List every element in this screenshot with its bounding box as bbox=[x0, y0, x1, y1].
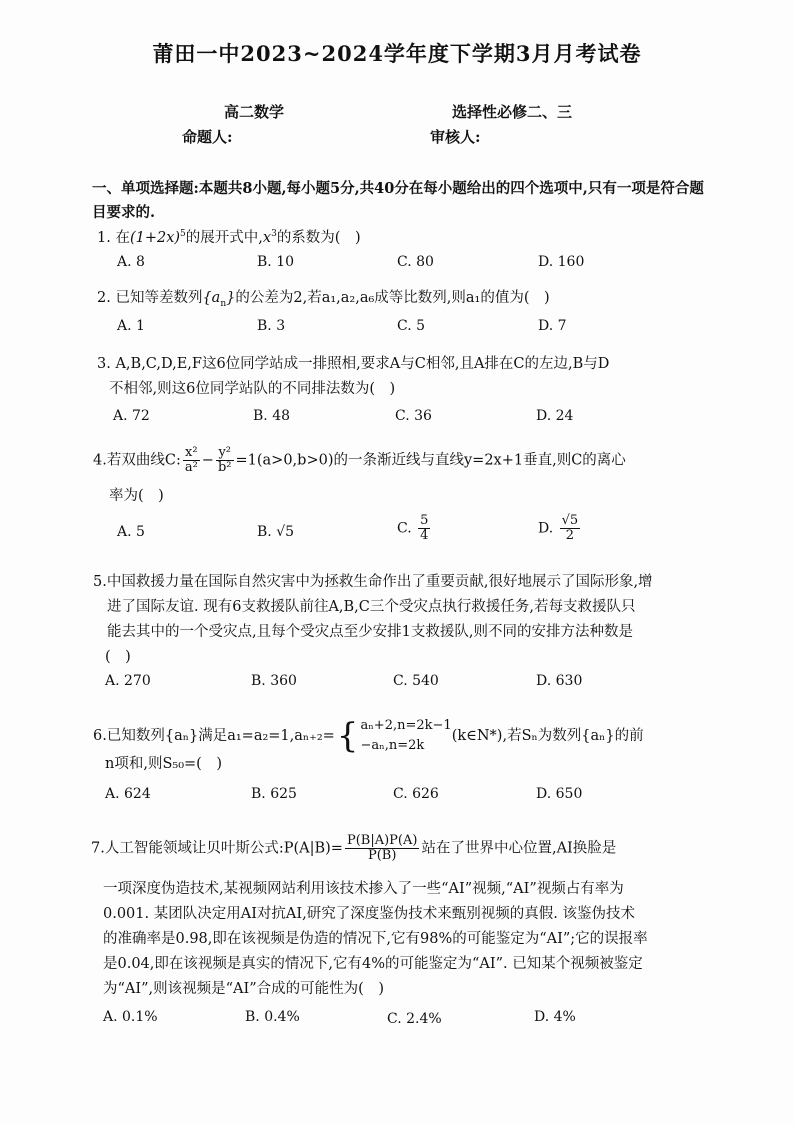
case-even: −aₙ,n=2k bbox=[360, 738, 425, 753]
question-number: 7. bbox=[91, 840, 105, 857]
option-b: B. 0.4% bbox=[245, 1009, 300, 1025]
question-7-line3: 0.001. 某团队决定用AI对抗AI,研究了深度鉴伪技术来甄别视频的真假. 该鉴伪技术 bbox=[103, 906, 635, 922]
option-b: B. 360 bbox=[251, 673, 297, 689]
option-c: C. 5 bbox=[397, 318, 426, 334]
question-6 bbox=[93, 716, 644, 756]
question-number: 5. bbox=[93, 574, 107, 590]
question-7-line5: 是0.04,即在该视频是真实的情况下,它有4%的可能鉴定为“AI”. 已知某个视频被鉴定 bbox=[103, 956, 643, 972]
question-7-line2: 一项深度伪造技术,某视频网站利用该技术掺入了一些“AI”视频,“AI”视频占有率为 bbox=[103, 881, 624, 897]
option-d: D. 630 bbox=[536, 673, 583, 689]
author-label: 命题人: bbox=[182, 128, 233, 146]
fraction-y2-b2: $\frac{\text{y²}}{\text{b²}}$ bbox=[217, 445, 232, 475]
question-6-line2: n项和,则S₅₀=( ) bbox=[105, 756, 222, 772]
question-text: 的公差为2,若a₁,a₂,a₆成等比数列,则a₁的值为( ) bbox=[235, 290, 550, 306]
option-c: C. 36 bbox=[395, 408, 432, 424]
option-d: D. 650 bbox=[536, 786, 583, 802]
math-expr: (1+2x) bbox=[129, 229, 181, 246]
question-2 bbox=[97, 286, 550, 316]
option-b: B. 10 bbox=[257, 254, 295, 270]
math-seq-end: } bbox=[226, 290, 236, 306]
piecewise-cases bbox=[360, 716, 451, 756]
question-number: 3. bbox=[97, 356, 111, 372]
option-c: C. 540 bbox=[393, 673, 439, 689]
question-4 bbox=[93, 446, 626, 475]
question-text: 已知等差数列 bbox=[115, 290, 203, 306]
question-5-line3: 能去其中的一个受灾点,且每个受灾点至少安排1支救援队,则不同的安排方法种数是 bbox=[107, 624, 633, 640]
question-text: A,B,C,D,E,F这6位同学站成一排照相,要求A与C相邻,且A排在C的左边,B与D bbox=[115, 356, 610, 372]
option-d: D. 4% bbox=[534, 1009, 576, 1025]
question-7-line4: 的准确率是0.98,即在该视频是伪造的情况下,它有98%的可能鉴定为“AI”;它的误报率 bbox=[103, 931, 648, 947]
math-subscript: n bbox=[220, 298, 227, 309]
question-text: 中国救援力量在国际自然灾害中为拯救生命作出了重要贡献,很好地展示了国际形象,增 bbox=[106, 574, 653, 590]
option-b: B. 3 bbox=[257, 318, 286, 334]
question-text: (k∈N*),若Sₙ为数列{aₙ}的前 bbox=[451, 728, 644, 744]
option-b: B. 48 bbox=[253, 408, 291, 424]
option-d: D. $\frac{√5}{2}$ bbox=[538, 513, 579, 543]
option-c: C. 2.4% bbox=[387, 1011, 442, 1027]
option-a: A. 8 bbox=[117, 254, 145, 270]
fraction-5-4: $\frac{5}{4}$ bbox=[420, 513, 429, 543]
option-c: C. $\frac{5}{4}$ bbox=[397, 513, 429, 543]
question-text: 若双曲线C: bbox=[106, 452, 181, 469]
question-number: 2. bbox=[97, 290, 111, 306]
math-var: x bbox=[262, 229, 272, 246]
question-5-line4: ( ) bbox=[105, 649, 131, 665]
option-a: A. 5 bbox=[117, 524, 145, 540]
option-b: B. 625 bbox=[251, 786, 297, 802]
case-odd: aₙ+2,n=2k−1 bbox=[360, 718, 452, 733]
question-number: 6. bbox=[93, 728, 107, 744]
option-b: B. √5 bbox=[257, 524, 295, 540]
option-c: C. 80 bbox=[397, 254, 434, 270]
question-3-line2: 不相邻,则这6位同学站队的不同排法数为( ) bbox=[109, 381, 396, 397]
question-text: =1(a>0,b>0)的一条渐近线与直线y=2x+1垂直,则C的离心 bbox=[235, 452, 626, 469]
option-a: A. 270 bbox=[105, 673, 151, 689]
option-c: C. 626 bbox=[393, 786, 439, 802]
question-1 bbox=[97, 222, 361, 250]
option-d: D. 24 bbox=[536, 408, 574, 424]
reviewer-label: 审核人: bbox=[430, 128, 481, 146]
fraction-x2-a2: $\frac{\text{x²}}{\text{a²}}$ bbox=[184, 445, 198, 475]
minus-sign: − bbox=[201, 452, 214, 469]
question-text: 的展开式中, bbox=[185, 229, 263, 246]
option-d: D. 160 bbox=[538, 254, 585, 270]
option-d: D. 7 bbox=[538, 318, 567, 334]
question-text: 已知数列{aₙ}满足a₁=a₂=1,aₙ₊₂= bbox=[106, 728, 335, 744]
math-seq: {a bbox=[202, 290, 221, 306]
subject-label: 高二数学 bbox=[224, 103, 285, 121]
textbook-label: 选择性必修二、三 bbox=[452, 103, 573, 121]
question-text: 人工智能领域让贝叶斯公式:P(A|B)= bbox=[104, 840, 343, 857]
math-exponent: 5 bbox=[180, 229, 186, 239]
question-5 bbox=[93, 570, 653, 594]
question-7-line6: 为“AI”,则该视频是“AI”合成的可能性为( ) bbox=[103, 981, 384, 997]
option-a: A. 0.1% bbox=[103, 1009, 158, 1025]
brace-glyph: { bbox=[336, 716, 359, 756]
question-7 bbox=[91, 834, 616, 863]
sqrt-value: √5 bbox=[276, 524, 295, 540]
question-text: 的系数为( ) bbox=[276, 229, 361, 246]
question-3 bbox=[97, 352, 609, 376]
question-number: 4. bbox=[93, 452, 107, 469]
option-a: A. 624 bbox=[105, 786, 151, 802]
bayes-fraction: $\frac{P(B|A)P(A)}{P(B)}$ bbox=[346, 833, 418, 863]
question-4-line2: 率为( ) bbox=[109, 488, 164, 504]
option-a: A. 72 bbox=[113, 408, 150, 424]
section-heading: 一、单项选择题:本题共8小题,每小题5分,共40分在每小题给出的四个选项中,只有一项是符合题目要求的. bbox=[92, 180, 704, 221]
question-text: 站在了世界中心位置,AI换脸是 bbox=[421, 840, 617, 857]
math-exponent: 3 bbox=[271, 229, 277, 239]
question-number: 1. bbox=[97, 229, 111, 246]
option-a: A. 1 bbox=[117, 318, 145, 334]
question-5-line2: 进了国际友谊. 现有6支救援队前往A,B,C三个受灾点执行救援任务,若每支救援队只 bbox=[107, 599, 636, 615]
exam-title: 莆田一中2023~2024学年度下学期3月月考试卷 bbox=[152, 41, 642, 66]
fraction-sqrt5-2: $\frac{√5}{2}$ bbox=[561, 513, 579, 543]
question-text: 在 bbox=[115, 229, 130, 246]
